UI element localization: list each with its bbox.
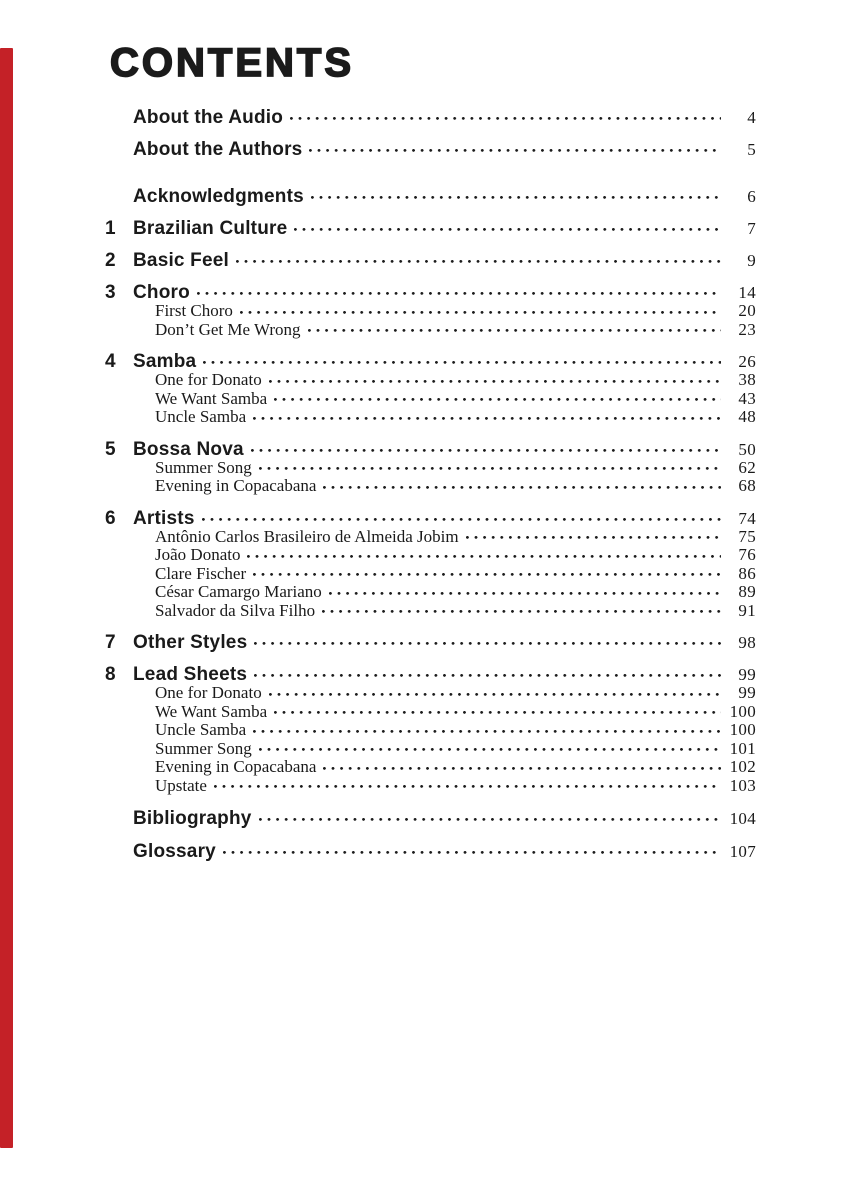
toc-row: [100, 352, 756, 371]
page-number: 74: [738, 508, 756, 528]
chapter-number: 4: [105, 351, 116, 372]
dot-leader: [197, 292, 721, 300]
page-number: 9: [747, 251, 756, 270]
page-number: 5: [747, 140, 756, 159]
dot-leader: [308, 329, 721, 337]
entry-label: Summer Song: [155, 738, 252, 758]
toc-row: [100, 565, 756, 584]
entry-label: Brazilian Culture: [133, 218, 288, 239]
chapter-number: 5: [105, 438, 116, 460]
entry-label: Other Styles: [133, 632, 248, 653]
entry-label: Acknowledgments: [133, 186, 304, 207]
chapter-number: 6: [105, 507, 116, 529]
toc-row: [100, 509, 756, 528]
entry-label: Clare Fischer: [155, 563, 247, 583]
dot-leader: [269, 693, 721, 701]
page-number: 91: [738, 600, 756, 620]
entry-label: Upstate: [155, 775, 207, 795]
toc-row: [100, 633, 756, 652]
entry-label: Uncle Samba: [155, 720, 247, 739]
dot-leader: [269, 380, 721, 388]
entry-label: Basic Feel: [133, 250, 229, 271]
page-edge-bar: [0, 48, 13, 1148]
toc-row: [100, 758, 756, 777]
toc-row: [100, 842, 756, 861]
page-number: 103: [729, 775, 756, 795]
page-number: 102: [729, 757, 756, 776]
toc-row: [100, 703, 756, 722]
dot-leader: [311, 196, 721, 204]
dot-leader: [259, 467, 721, 475]
dot-leader: [274, 398, 721, 406]
entry-label: João Donato: [155, 545, 241, 564]
chapter-number: 1: [105, 218, 116, 239]
page-number: 76: [738, 545, 756, 564]
entry-label: Lead Sheets: [133, 664, 248, 685]
dot-leader: [466, 536, 721, 544]
toc-row: [100, 809, 756, 828]
page-number: 98: [738, 633, 756, 652]
dot-leader: [290, 117, 721, 125]
entry-label: Antônio Carlos Brasileiro de Almeida Jobim: [155, 526, 459, 546]
toc-row: [100, 219, 756, 238]
dot-leader: [323, 767, 721, 775]
dot-leader: [236, 260, 721, 268]
page-number: 107: [729, 842, 756, 861]
dot-leader: [253, 417, 721, 425]
toc-row: [100, 283, 756, 302]
page-number: 100: [729, 701, 756, 721]
page-number: 38: [738, 370, 756, 389]
toc-row: [100, 440, 756, 459]
dot-leader: [254, 642, 721, 650]
toc-row: [100, 302, 756, 321]
page-number: 99: [738, 683, 756, 702]
page-number: 43: [738, 388, 756, 408]
dot-leader: [329, 592, 721, 600]
entry-label: Evening in Copacabana: [155, 476, 317, 495]
page-number: 4: [747, 108, 756, 127]
dot-leader: [294, 228, 721, 236]
toc-row: [100, 108, 756, 127]
toc-row: [100, 408, 756, 427]
dot-leader: [251, 449, 721, 457]
toc-row: [100, 390, 756, 409]
page-number: 104: [729, 809, 756, 828]
book-page: [0, 42, 864, 1194]
entry-label: Salvador da Silva Filho: [155, 600, 316, 620]
entry-label: First Choro: [155, 301, 233, 320]
dot-leader: [247, 555, 721, 563]
toc-row: [100, 721, 756, 740]
entry-label: Uncle Samba: [155, 407, 247, 426]
dot-leader: [254, 674, 721, 682]
page-number: 26: [738, 352, 756, 371]
entry-label: Bibliography: [133, 808, 252, 829]
page-number: 50: [738, 439, 756, 459]
entry-label: Samba: [133, 351, 197, 372]
entry-label: Evening in Copacabana: [155, 757, 317, 776]
dot-leader: [322, 610, 721, 618]
dot-leader: [259, 748, 721, 756]
entry-label: About the Authors: [133, 139, 303, 160]
page-number: 48: [738, 407, 756, 426]
page-number: 75: [738, 526, 756, 546]
dot-leader: [309, 149, 721, 157]
chapter-number: 3: [105, 282, 116, 303]
toc-row: [100, 321, 756, 340]
toc-row: [100, 583, 756, 602]
toc-row: [100, 684, 756, 703]
entry-label: About the Audio: [133, 107, 284, 128]
table-of-contents: [100, 108, 756, 861]
toc-row: [100, 140, 756, 159]
toc-row: [100, 187, 756, 206]
page-number: 20: [738, 301, 756, 320]
entry-label: Summer Song: [155, 457, 252, 477]
toc-row: [100, 477, 756, 496]
dot-leader: [259, 818, 721, 826]
entry-label: Don’t Get Me Wrong: [155, 319, 301, 339]
entry-label: Glossary: [133, 841, 216, 862]
dot-leader: [253, 573, 721, 581]
page-number: 100: [729, 720, 756, 739]
toc-row: [100, 371, 756, 390]
dot-leader: [323, 486, 721, 494]
entry-label: One for Donato: [155, 370, 262, 389]
dot-leader: [202, 518, 721, 526]
entry-label: One for Donato: [155, 683, 262, 702]
page-number: 14: [738, 283, 756, 302]
dot-leader: [253, 730, 721, 738]
page-number: 23: [738, 319, 756, 339]
page-number: 62: [738, 457, 756, 477]
toc-row: [100, 528, 756, 547]
toc-row: [100, 459, 756, 478]
page-number: 7: [747, 219, 756, 238]
entry-label: César Camargo Mariano: [155, 582, 322, 601]
toc-row: [100, 602, 756, 621]
page-number: 6: [747, 187, 756, 206]
entry-label: Choro: [133, 282, 190, 303]
dot-leader: [240, 311, 721, 319]
dot-leader: [214, 785, 721, 793]
dot-leader: [274, 711, 721, 719]
page-number: 86: [738, 563, 756, 583]
toc-row: [100, 251, 756, 270]
chapter-number: 7: [105, 632, 116, 653]
page-title: CONTENTS: [110, 41, 354, 85]
toc-row: [100, 777, 756, 796]
page-number: 68: [738, 476, 756, 495]
dot-leader: [223, 851, 721, 859]
page-number: 89: [738, 582, 756, 601]
entry-label: We Want Samba: [155, 701, 268, 721]
entry-label: Bossa Nova: [133, 438, 244, 460]
entry-label: Artists: [133, 507, 195, 529]
chapter-number: 8: [105, 664, 116, 685]
toc-row: [100, 546, 756, 565]
page-number: 101: [729, 738, 756, 758]
toc-row: [100, 740, 756, 759]
page-number: 99: [738, 665, 756, 684]
entry-label: We Want Samba: [155, 388, 268, 408]
toc-row: [100, 665, 756, 684]
chapter-number: 2: [105, 250, 116, 271]
dot-leader: [203, 361, 721, 369]
